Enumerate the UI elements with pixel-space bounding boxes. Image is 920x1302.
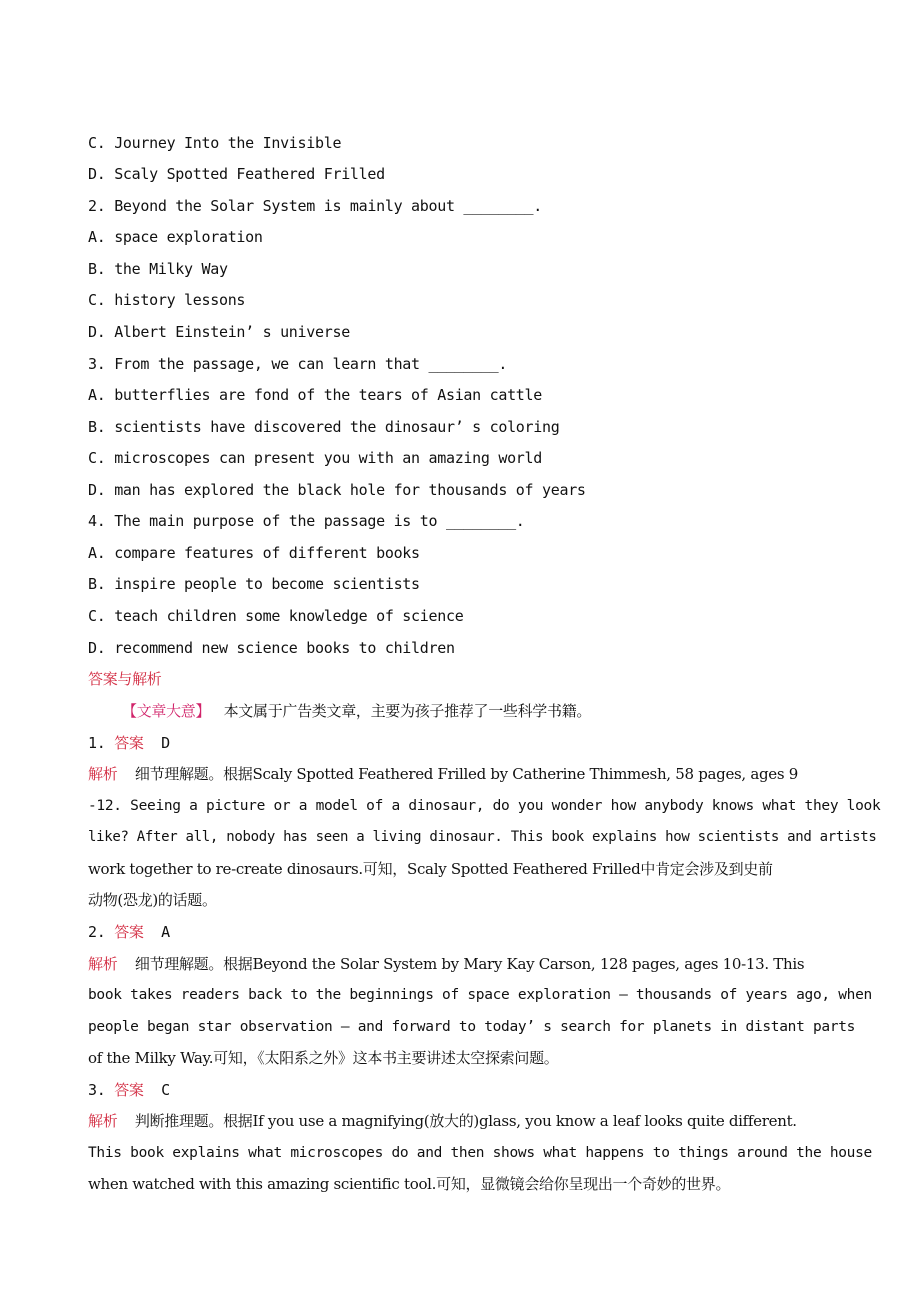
answer-3-text-line: when watched with this amazing scientific tool.可知，显微镜会给你呈现出一个奇妙的世界。 <box>88 1175 731 1193</box>
answer-1-analysis-line <box>88 764 798 784</box>
q4-option-b: B. inspire people to become scientists <box>88 575 420 593</box>
q3-stem: 3. From the passage, we can learn that ________. <box>88 355 508 373</box>
q3-option-a: A. butterflies are fond of the tears of Asian cattle <box>88 386 543 404</box>
q2-option-a: A. space exploration <box>88 228 263 246</box>
answer-2-analysis-line <box>88 954 804 974</box>
answer-1-text-line: like? After all, nobody has seen a living dinosaur. This book explains how scientists and artists <box>88 829 877 845</box>
q1-option-c: C. Journey Into the Invisible <box>88 134 342 152</box>
summary-tag: 【文章大意】 <box>122 702 211 720</box>
q4-option-c: C. teach children some knowledge of science <box>88 607 464 625</box>
answer-1-text-line: work together to re-create dinosaurs.可知，Scaly Spotted Feathered Frilled中肯定会涉及到史前 <box>88 860 773 878</box>
analysis-label: 解析 <box>88 955 118 973</box>
q4-stem: 4. The main purpose of the passage is to ________. <box>88 512 525 530</box>
answer-label: 答案 <box>114 923 144 941</box>
answer-1-text-line: -12. Seeing a picture or a model of a dinosaur, do you wonder how anybody knows what they look <box>88 798 881 814</box>
answer-2-text-line: book takes readers back to the beginnings of space exploration — thousands of years ago, when <box>88 987 872 1003</box>
answer-label: 答案 <box>114 1081 144 1099</box>
q3-option-d: D. man has explored the black hole for thousands of years <box>88 481 586 499</box>
q3-option-b: B. scientists have discovered the dinosaur’ s coloring <box>88 418 560 436</box>
q2-option-c: C. history lessons <box>88 291 246 309</box>
q2-stem: 2. Beyond the Solar System is mainly about ________. <box>88 197 543 215</box>
answer-value: A <box>161 923 170 941</box>
q2-option-b: B. the Milky Way <box>88 260 228 278</box>
answer-number: 1. <box>88 734 106 752</box>
summary-text: 本文属于广告类文章，主要为孩子推荐了一些科学书籍。 <box>223 702 592 720</box>
answer-value: D <box>161 734 170 752</box>
analysis-label: 解析 <box>88 1112 118 1130</box>
answer-2-text-line: people began star observation — and forward to today’ s search for planets in distant parts <box>88 1019 856 1035</box>
answer-3-header <box>88 1080 170 1100</box>
analysis-text: 细节理解题。根据Scaly Spotted Feathered Frilled by Catherine Thimmesh, 58 pages, ages 9 <box>134 765 798 783</box>
q4-option-a: A. compare features of different books <box>88 544 420 562</box>
analysis-text: 判断推理题。根据If you use a magnifying(放大的)glass, you know a leaf looks quite different. <box>134 1112 797 1130</box>
q1-option-d: D. Scaly Spotted Feathered Frilled <box>88 165 385 183</box>
answer-2-header <box>88 922 170 942</box>
answer-3-text-line: This book explains what microscopes do and then shows what happens to things around the house <box>88 1145 872 1161</box>
answer-2-text-line: of the Milky Way.可知，《太阳系之外》这本书主要讲述太空探索问题。 <box>88 1049 559 1067</box>
answers-heading: 答案与解析 <box>88 670 162 688</box>
answer-1-header <box>88 733 170 753</box>
answer-number: 2. <box>88 923 106 941</box>
answer-3-analysis-line <box>88 1111 797 1131</box>
q4-option-d: D. recommend new science books to children <box>88 639 455 657</box>
answer-1-text-line: 动物(恐龙)的话题。 <box>88 891 217 909</box>
analysis-text: 细节理解题。根据Beyond the Solar System by Mary Kay Carson, 128 pages, ages 10-13. This <box>134 955 805 973</box>
q3-option-c: C. microscopes can present you with an amazing world <box>88 449 543 467</box>
analysis-label: 解析 <box>88 765 118 783</box>
q2-option-d: D. Albert Einstein’ s universe <box>88 323 350 341</box>
answer-number: 3. <box>88 1081 106 1099</box>
answer-label: 答案 <box>114 734 144 752</box>
summary-line <box>122 701 591 721</box>
answer-value: C <box>161 1081 170 1099</box>
